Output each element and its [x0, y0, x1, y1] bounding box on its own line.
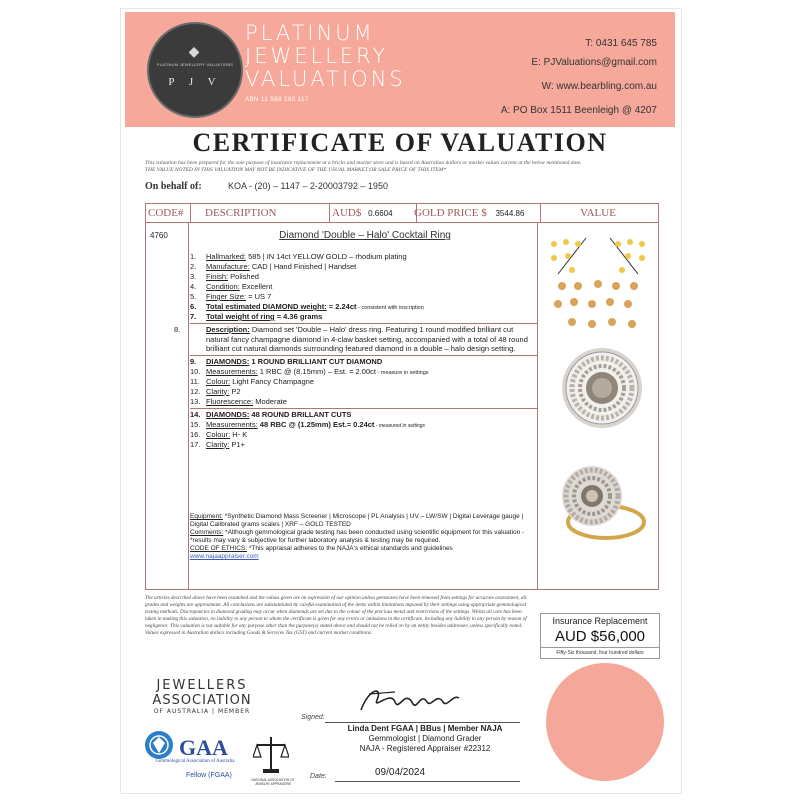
insurance-replacement-box: [540, 613, 660, 659]
list-item: 10. Measurements: 1 RBC @ (8.15mm) – Est. = 2.00ct - measure in settings: [190, 366, 429, 376]
header-value: VALUE: [538, 204, 658, 223]
signature: [355, 680, 465, 720]
gaa-full-name: Gemmological Association of Australia: [155, 759, 235, 764]
header-aud-label: AUD$: [332, 207, 362, 219]
header-description: DESCRIPTION: [191, 204, 330, 223]
valuation-table: [145, 203, 659, 590]
brand-line-2: JEWELLERY: [245, 44, 389, 68]
divider: [190, 408, 538, 409]
contact-phone: T: 0431 645 785: [585, 38, 657, 49]
list-item: 3. Finish: Polished: [190, 272, 259, 281]
list-item: 15. Measurements: 48 RBC @ (1.25mm) Est.= 0.24ct - measured in settings: [190, 419, 426, 429]
list-item: 12. Clarity: P2: [190, 386, 241, 396]
behalf-label: On behalf of:: [145, 181, 202, 192]
brand-line-3: VALUATIONS: [245, 67, 406, 91]
diamond-icon: ◆: [188, 43, 200, 59]
naja-link[interactable]: www.najaappraiser.com: [190, 553, 259, 560]
behalf-value: KOA - (20) – 1147 – 2-20003792 – 1950: [228, 181, 388, 191]
abn-number: ABN 11 588 192 117: [245, 97, 309, 103]
fellow-label: Fellow (FGAA): [186, 772, 232, 779]
colour-grade-chart-image: [542, 234, 654, 339]
ja-line-1: JEWELLERS: [156, 678, 248, 693]
official-stamp: [546, 663, 664, 781]
ethics-line: CODE OF ETHICS: *This appraisal adheres to the NAJA's ethical standards and guidelines: [190, 545, 453, 552]
disclaimer-line-2: THE VALUE NOTED IN THIS VALUATION MAY NOT BE INDICATIVE OF THE USUAL MARKET OR SALE PRICE OF THIS ITEM*: [145, 167, 447, 173]
equipment-notes: [190, 513, 540, 561]
equipment-line: Equipment: *Synthetic Diamond Mass Screener | Microscope | PL Analysis | UV – LW/SW | Digital Leverage gauge | Digital Calibrated grams scales | XRF – GOLD TESTED: [190, 513, 524, 528]
item-code: 4760: [150, 231, 168, 240]
list-item: 9. DIAMONDS: 1 ROUND BRILLIANT CUT DIAMOND: [190, 356, 383, 366]
list-item: 16. Colour: H- K: [190, 429, 248, 439]
ring-title: Diamond 'Double – Halo' Cocktail Ring: [279, 230, 451, 241]
date-value: 09/04/2024: [375, 767, 426, 778]
header-code: CODE#: [146, 204, 191, 223]
list-item: 1. Hallmarked: 585 | IN 14ct YELLOW GOLD – rhodium plating: [190, 252, 407, 261]
contact-web: W: www.bearbling.com.au: [541, 81, 657, 92]
contact-address: A: PO Box 1511 Beenleigh @ 4207: [500, 105, 657, 116]
naja-name: NATIONAL ASSOCIATION OF JEWELRY APPRAISERS: [251, 778, 295, 786]
valuation-disclaimer: [145, 160, 665, 174]
header-gold-price: [410, 204, 541, 223]
ja-line-2: ASSOCIATION: [152, 693, 252, 708]
insurance-amount-words: Fifty-Six thousand, four hundred dollars: [541, 647, 659, 658]
naja-scales-icon: [253, 733, 289, 777]
list-item: 5. Finger Size: = US 7: [190, 292, 272, 301]
divider: [190, 355, 538, 356]
column-divider: [188, 222, 189, 589]
logo-initials: P J V: [168, 76, 222, 88]
header-aud: [330, 204, 417, 223]
list-item: 8. Description: Diamond set 'Double – Halo' dress ring. Featuring 1 round modified brilliant cut natural fancy champagne diamond in 4-claw basket setting, accompanied with a total of 48 round brilliant cut natural diamonds surrounding featured diamond in a double – halo design setting.: [174, 325, 528, 353]
list-item: 13. Fluorescence: Moderate: [190, 396, 287, 406]
terms-fine-print: The articles described above have been examined and the values given are an expression of our opinion unless gemstones have been removed from settings for accurate assessment, all grades and weights are approximate. All conclusions are substantiated by careful examination of the items within limitations imposed by their settings using appropriate gemmological testing methods. Discrepancies in diamond grading may occur when diamonds are set due to the colour of the precious metal and restrictions of the settings. Whilst all care has been taken in making this valuation, no liability to any person to whom the certificate is given for any errors or omissions in the certificate, including any liability to any person by reason of negligence. This valuation is not suitable for any purpose other than the purpose(s) stated above and should not be relied on by an entity besides addressee, unless specifically noted. Values expressed in Australian dollars including Goods & Services Tax (GST) and current market conditions.: [145, 595, 527, 636]
appraiser-role: Gemmologist | Diamond Grader: [368, 734, 482, 743]
ring-side-view-photo: [556, 456, 648, 548]
date-line: [335, 781, 520, 782]
divider: [190, 323, 538, 324]
ring-top-view-photo: [558, 344, 646, 432]
certificate-title: CERTIFICATE OF VALUATION: [192, 128, 608, 157]
signed-label: Signed:: [301, 714, 325, 721]
appraiser-registration: NAJA - Registered Appraiser #22312: [359, 744, 491, 753]
signature-line: [325, 722, 520, 723]
gaa-text: GAA: [179, 735, 228, 760]
appraiser-name: Linda Dent FGAA | BBus | Member NAJA: [347, 724, 503, 733]
contact-email: E: PJValuations@gmail.com: [531, 57, 657, 68]
logo-ring-text: PLATINUM JEWELLERY VALUATIONS: [156, 62, 234, 67]
insurance-label: Insurance Replacement: [552, 616, 648, 626]
pjv-logo: [147, 22, 243, 118]
list-item: 7. Total weight of ring = 4.36 grams: [190, 312, 323, 321]
insurance-amount: AUD $56,000: [554, 628, 646, 645]
header-gold-label: GOLD PRICE $: [414, 207, 487, 219]
list-item: 6. Total estimated DIAMOND weight: = 2.24ct - consistent with inscription: [190, 302, 424, 311]
appraiser-details: [325, 724, 525, 754]
comments-line: Comments: *Although gemmological grade testing has been conducted using scientific equipment for this valuation - *results may vary & subjective for further laboratory analysis & testing may be required.: [190, 529, 525, 544]
list-item: 14. DIAMONDS: 48 ROUND BRILLANT CUTS: [190, 409, 352, 419]
brand-line-1: PLATINUM: [245, 21, 375, 45]
jewellers-association-logo: [147, 678, 257, 715]
list-item: 4. Condition: Excellent: [190, 282, 273, 291]
header-aud-value: 0.6604: [368, 209, 393, 218]
list-item: 17. Clarity: P1+: [190, 439, 245, 449]
date-label: Date:: [310, 773, 327, 780]
header-gold-value: 3544.86: [495, 209, 525, 218]
brand-name: [245, 22, 455, 91]
header-banner: [125, 12, 675, 127]
list-item: 2. Manufacture: CAD | Hand Finished | Handset: [190, 262, 357, 271]
item-list: [174, 252, 538, 450]
ja-line-3: OF AUSTRALIA | MEMBER: [153, 708, 251, 715]
list-item: 11. Colour: Light Fancy Champagne: [190, 376, 314, 386]
disclaimer-line-1: This valuation has been prepared for the sole purpose of insurance replacement at a bricks and mortar store and is based on Australian dollars or market values current at the below mentioned date.: [145, 160, 582, 166]
